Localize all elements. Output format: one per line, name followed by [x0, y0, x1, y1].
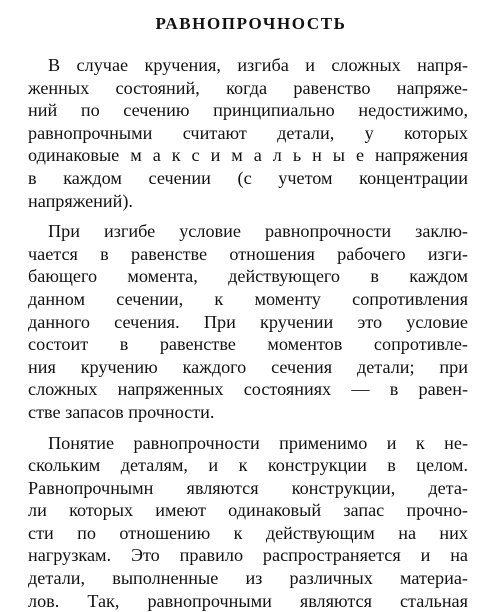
paragraph-line: скольким деталям, и к конструкции в целом. [28, 455, 468, 476]
paragraph-line: ния кручению каждого сечения детали; при [28, 356, 468, 377]
paragraph-line: ний по сечению принципиально недостижимо, [28, 100, 468, 121]
paragraph-line: данного сечения. При кручении это условие [28, 311, 468, 332]
paragraph-line: в каждом сечении (с учетом концентрации [28, 167, 468, 188]
paragraph-line: При изгибе условие равнопрочности заклю- [48, 221, 468, 242]
paragraph-line: стве запасов прочности. [28, 401, 215, 422]
paragraph-line: состоит в равенстве моментов сопротивле- [28, 334, 468, 355]
paragraph-line: В случае кручения, изгиба и сложных напря- [48, 55, 468, 75]
paragraph-line: сложных напряженных состояниях — в равен- [28, 379, 468, 400]
paragraph-1 [28, 54, 468, 212]
paragraph-line: Равнопрочнымн являются конструкции, дета- [28, 477, 468, 498]
paragraph-line: данном сечении, к моменту сопротивления [28, 288, 468, 309]
paragraph-line: напряжений). [28, 190, 133, 211]
paragraph-line: лов. Так, равнопрочными являются стальная [28, 590, 468, 611]
paragraph-line: равнопрочными считают детали, у которых [28, 122, 468, 143]
paragraph-line: детали, выполненные из различных материа- [28, 568, 468, 589]
paragraph-line: сти по отношению к действующим на них [28, 522, 468, 543]
paragraph-line: женных состояний, когда равенство напряже- [28, 77, 468, 98]
paragraph-2 [28, 220, 468, 423]
paragraph-3 [28, 432, 468, 612]
paragraph-line: бающего момента, действующего в каждом [28, 266, 468, 287]
paragraph-line: нагрузкам. Это правило распространяется и на [28, 545, 468, 566]
page-title: РАВНОПРОЧНОСТЬ [155, 14, 347, 33]
paragraph-line: Понятие равнопрочности применимо и к не- [48, 432, 468, 453]
paragraph-line: ли которых имеют одинаковый запас прочно- [28, 500, 468, 521]
paragraph-line: чается в равенстве отношения рабочего изги- [28, 243, 468, 264]
paragraph-line: одинаковые м а к с и м а л ь н ы е напряжения [28, 145, 468, 166]
